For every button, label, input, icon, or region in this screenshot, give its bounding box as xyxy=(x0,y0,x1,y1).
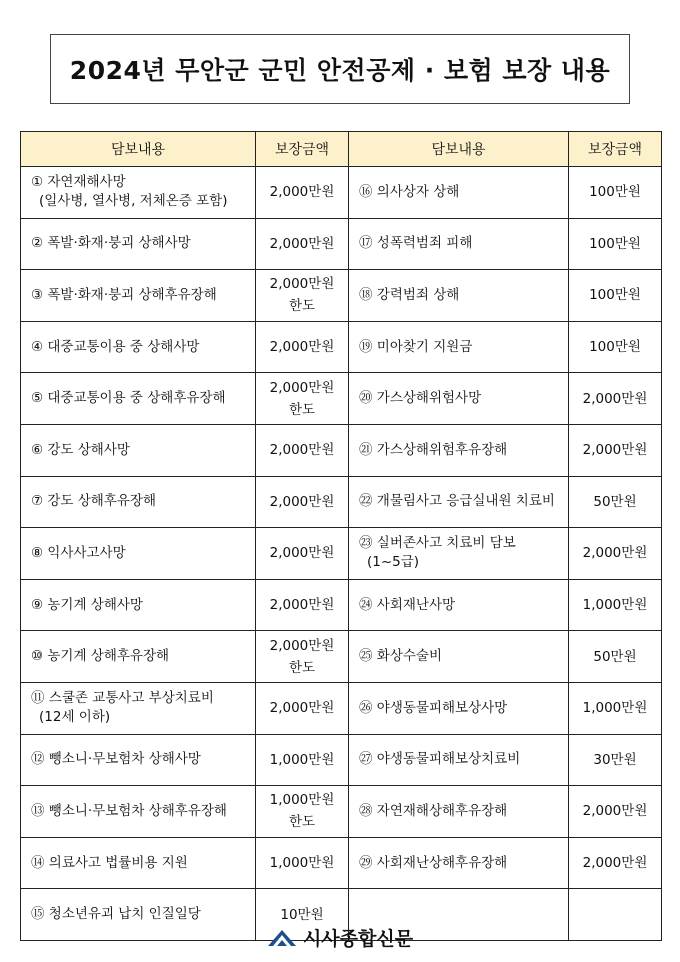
cell-amount-left xyxy=(256,424,349,476)
cell-amount-right xyxy=(569,424,662,476)
cell-text-line: ㉘ 자연재해상해후유장해 xyxy=(359,802,508,819)
cell-text-line: ④ 대중교통이용 중 상해사망 xyxy=(31,338,200,355)
cell-text-line: 2,000만원 xyxy=(269,597,335,614)
cell-text-line: 한도 xyxy=(288,814,316,831)
cell-text-line: ㉕ 화상수술비 xyxy=(359,648,442,665)
cell-amount-right xyxy=(569,321,662,373)
cell-amount-right xyxy=(569,476,662,528)
table-row xyxy=(21,373,662,425)
cell-coverage-left xyxy=(21,476,256,528)
cell-amount-right xyxy=(569,786,662,838)
cell-coverage-left xyxy=(21,270,256,322)
cell-text-line: 1,000만원 xyxy=(582,597,648,614)
cell-text-line: 100만원 xyxy=(589,235,641,252)
cell-text-line: ⑱ 강력범죄 상해 xyxy=(359,286,460,303)
table-row xyxy=(21,786,662,838)
cell-text-line: 2,000만원 xyxy=(269,637,335,654)
header-coverage-left: 담보내용 xyxy=(21,132,256,167)
cell-text-line: (12세 이하) xyxy=(39,709,111,726)
cell-amount-right xyxy=(569,579,662,631)
cell-text-line: ⑤ 대중교통이용 중 상해후유장해 xyxy=(31,390,226,407)
document-title: 2024년 무안군 군민 안전공제 · 보험 보장 내용 xyxy=(69,56,611,85)
cell-coverage-right xyxy=(349,734,569,786)
cell-text-line: ㉑ 가스상해위험후유장해 xyxy=(359,441,508,458)
cell-coverage-left xyxy=(21,579,256,631)
cell-text-line: 50만원 xyxy=(593,493,637,510)
cell-text-line: 2,000만원 xyxy=(582,545,648,562)
cell-text-line: 1,000만원 xyxy=(269,855,335,872)
cell-coverage-left xyxy=(21,167,256,219)
cell-text-line: ① 자연재해사망 xyxy=(31,174,126,191)
table-row xyxy=(21,476,662,528)
cell-text-line: 2,000만원 xyxy=(582,442,648,459)
cell-text-line: ⑦ 강도 상해후유장해 xyxy=(31,493,157,510)
header-coverage-right: 담보내용 xyxy=(349,132,569,167)
cell-coverage-left xyxy=(21,373,256,425)
cell-amount-right xyxy=(569,837,662,889)
cell-text-line: ⑫ 뺑소니·무보험차 상해사망 xyxy=(31,751,201,768)
cell-text-line: ⑰ 성폭력범죄 피해 xyxy=(359,235,473,252)
cell-amount-right xyxy=(569,373,662,425)
cell-text-line: ⑧ 익사사고사망 xyxy=(31,544,126,561)
cell-coverage-right xyxy=(349,167,569,219)
cell-text-line: 2,000만원 xyxy=(269,276,335,293)
cell-text-line: 2,000만원 xyxy=(269,700,335,717)
header-amount-right: 보장금액 xyxy=(569,132,662,167)
book-logo-icon xyxy=(267,926,297,948)
cell-text-line: (일사병, 열사병, 저체온증 포함) xyxy=(39,193,228,210)
cell-text-line: 2,000만원 xyxy=(582,803,648,820)
header-amount-left: 보장금액 xyxy=(256,132,349,167)
cell-text-line: ㉗ 야생동물피해보상치료비 xyxy=(359,751,521,768)
cell-coverage-right xyxy=(349,579,569,631)
cell-coverage-right xyxy=(349,528,569,580)
cell-text-line: 2,000만원 xyxy=(269,184,335,201)
cell-coverage-left xyxy=(21,682,256,734)
cell-coverage-right xyxy=(349,786,569,838)
cell-coverage-left xyxy=(21,528,256,580)
cell-text-line: ② 폭발·화재·붕괴 상해사망 xyxy=(31,235,191,252)
cell-text-line: 2,000만원 xyxy=(269,379,335,396)
cell-text-line: ⑮ 청소년유괴 납치 인질일당 xyxy=(31,906,201,923)
table-row xyxy=(21,734,662,786)
cell-text-line: 한도 xyxy=(288,298,316,315)
cell-text-line: 2,000만원 xyxy=(582,855,648,872)
cell-text-line: 2,000만원 xyxy=(269,442,335,459)
coverage-table xyxy=(20,131,662,941)
table-header-row xyxy=(21,132,662,167)
cell-text-line: ⑭ 의료사고 법률비용 지원 xyxy=(31,854,188,871)
cell-text-line: 1,000만원 xyxy=(269,792,335,809)
cell-text-line: 2,000만원 xyxy=(269,545,335,562)
cell-text-line: ㉓ 실버존사고 치료비 담보 xyxy=(359,535,516,552)
cell-text-line: 2,000만원 xyxy=(269,493,335,510)
cell-text-line: 100만원 xyxy=(589,287,641,304)
cell-coverage-left xyxy=(21,837,256,889)
cell-text-line: 2,000만원 xyxy=(269,339,335,356)
cell-text-line: ⑨ 농기계 상해사망 xyxy=(31,596,143,613)
cell-amount-right xyxy=(569,167,662,219)
cell-amount-left xyxy=(256,837,349,889)
table-row xyxy=(21,528,662,580)
cell-amount-right xyxy=(569,734,662,786)
cell-coverage-right xyxy=(349,270,569,322)
cell-text-line: ㉒ 개물림사고 응급실내원 치료비 xyxy=(359,493,555,510)
cell-text-line: 100만원 xyxy=(589,339,641,356)
cell-coverage-left xyxy=(21,631,256,683)
cell-amount-left xyxy=(256,786,349,838)
cell-text-line: 2,000만원 xyxy=(269,235,335,252)
cell-text-line: ㉖ 야생동물피해보상사망 xyxy=(359,699,508,716)
cell-amount-left xyxy=(256,631,349,683)
cell-coverage-left xyxy=(21,321,256,373)
cell-amount-left xyxy=(256,476,349,528)
cell-coverage-right xyxy=(349,321,569,373)
cell-text-line: 1,000만원 xyxy=(269,751,335,768)
table-body xyxy=(21,167,662,941)
cell-text-line: ⑥ 강도 상해사망 xyxy=(31,441,130,458)
cell-amount-left xyxy=(256,373,349,425)
cell-text-line: ⑯ 의사상자 상해 xyxy=(359,183,460,200)
cell-amount-right xyxy=(569,528,662,580)
cell-amount-right xyxy=(569,631,662,683)
cell-text-line: 2,000만원 xyxy=(582,390,648,407)
cell-text-line: 한도 xyxy=(288,659,316,676)
cell-text-line: ㉙ 사회재난상해후유장해 xyxy=(359,854,508,871)
cell-coverage-right xyxy=(349,373,569,425)
cell-amount-left xyxy=(256,528,349,580)
table-row xyxy=(21,321,662,373)
cell-text-line: 50만원 xyxy=(593,648,637,665)
table-row xyxy=(21,167,662,219)
cell-amount-left xyxy=(256,270,349,322)
table-row xyxy=(21,837,662,889)
cell-text-line: 30만원 xyxy=(593,751,637,768)
cell-amount-left xyxy=(256,579,349,631)
cell-coverage-right xyxy=(349,424,569,476)
cell-amount-left xyxy=(256,682,349,734)
cell-text-line: 1,000만원 xyxy=(582,700,648,717)
cell-text-line: 100만원 xyxy=(589,184,641,201)
table-row xyxy=(21,682,662,734)
cell-amount-left xyxy=(256,167,349,219)
cell-text-line: ③ 폭발·화재·붕괴 상해후유장해 xyxy=(31,286,217,303)
cell-text-line: ⑲ 미아찾기 지원금 xyxy=(359,338,473,355)
cell-coverage-right xyxy=(349,837,569,889)
cell-amount-left xyxy=(256,321,349,373)
cell-coverage-left xyxy=(21,734,256,786)
table-row xyxy=(21,631,662,683)
cell-text-line: ⑩ 농기계 상해후유장해 xyxy=(31,648,170,665)
cell-amount-right xyxy=(569,682,662,734)
cell-amount-right xyxy=(569,218,662,270)
cell-text-line: (1~5급) xyxy=(367,554,420,571)
cell-coverage-right xyxy=(349,631,569,683)
footer-brand xyxy=(0,922,680,952)
table-row xyxy=(21,218,662,270)
cell-coverage-left xyxy=(21,786,256,838)
cell-amount-left xyxy=(256,734,349,786)
cell-amount-right xyxy=(569,270,662,322)
cell-text-line: ㉔ 사회재난사망 xyxy=(359,596,456,613)
cell-coverage-right xyxy=(349,476,569,528)
brand-name: 시사종합신문 xyxy=(302,927,414,950)
cell-text-line: 한도 xyxy=(288,401,316,418)
cell-text-line: 10만원 xyxy=(280,906,324,923)
table-row xyxy=(21,424,662,476)
cell-coverage-left xyxy=(21,218,256,270)
cell-text-line: ⑳ 가스상해위험사망 xyxy=(359,390,482,407)
table-row xyxy=(21,579,662,631)
cell-text-line: ⑬ 뺑소니·무보험차 상해후유장해 xyxy=(31,802,227,819)
cell-coverage-right xyxy=(349,682,569,734)
cell-amount-left xyxy=(256,218,349,270)
table-row xyxy=(21,270,662,322)
cell-coverage-right xyxy=(349,218,569,270)
cell-coverage-left xyxy=(21,424,256,476)
document-title-box xyxy=(50,34,630,104)
cell-text-line: ⑪ 스쿨존 교통사고 부상치료비 xyxy=(31,690,214,707)
